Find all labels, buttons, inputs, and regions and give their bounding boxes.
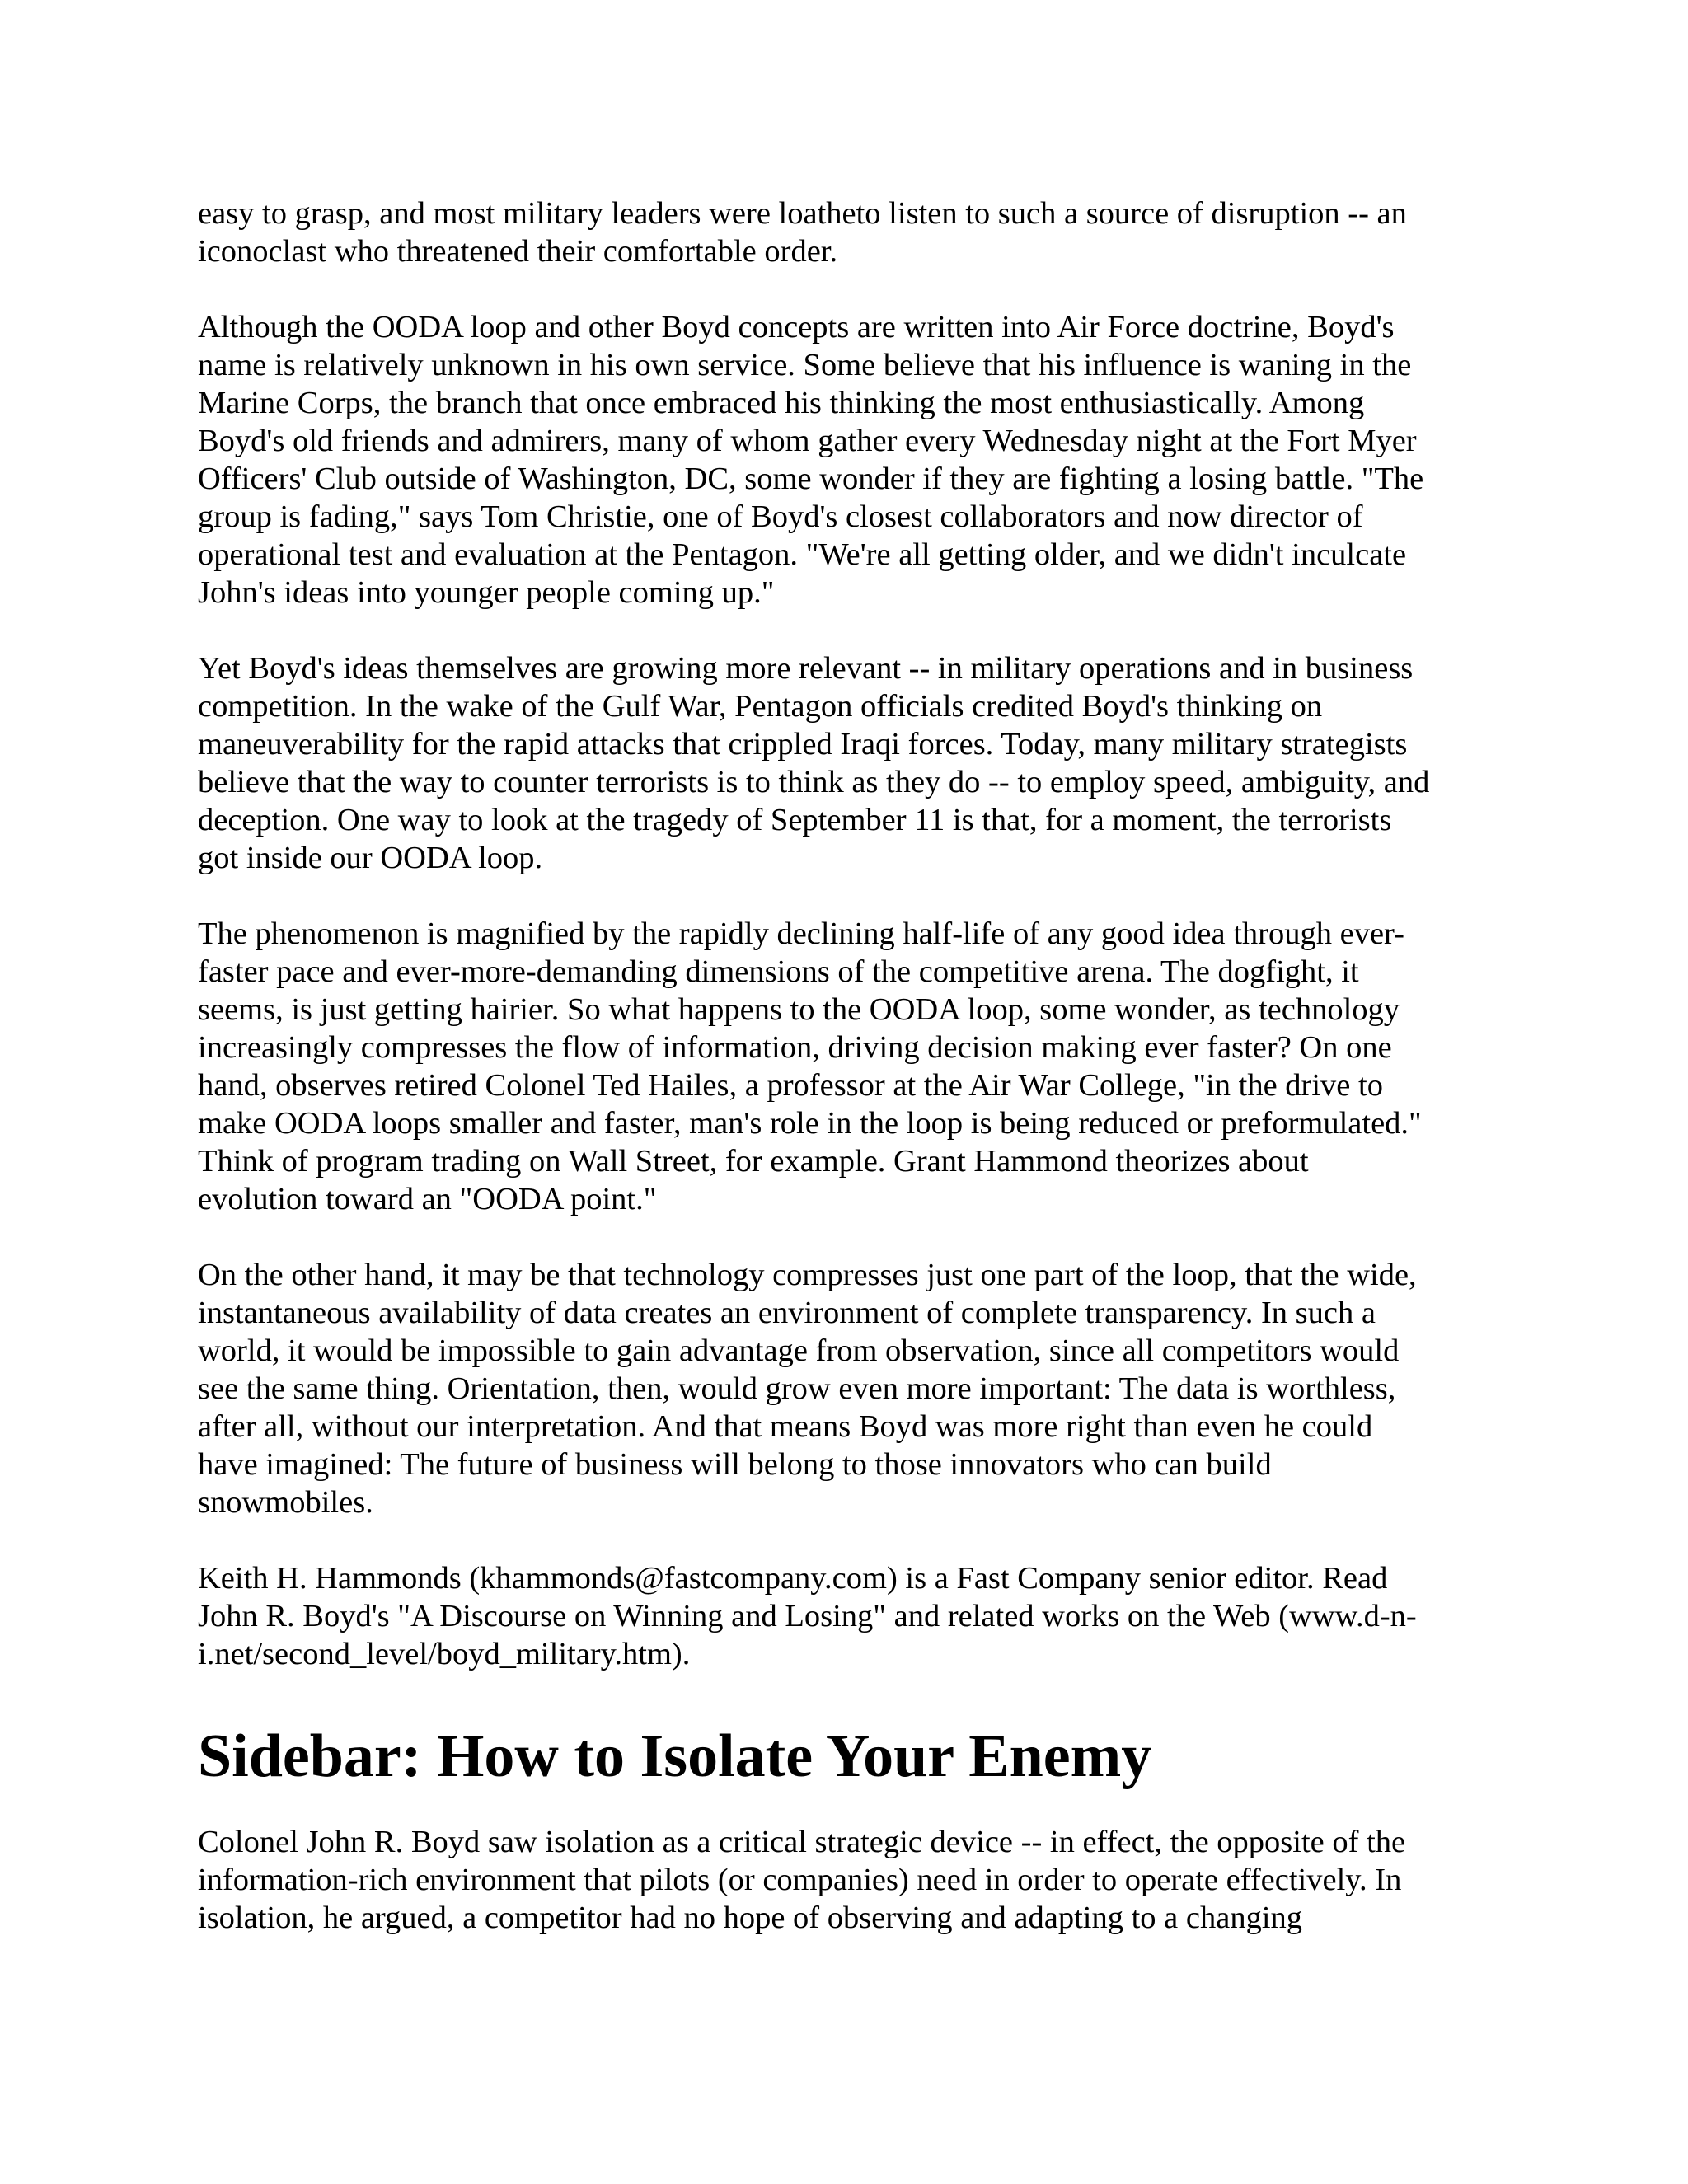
paragraph [198,915,1517,1218]
text-line: Marine Corps, the branch that once embraced his thinking the most enthusiastically. Among [198,386,1365,420]
text-line: name is relatively unknown in his own service. Some believe that his influence is waning in the [198,348,1412,382]
text-line: easy to grasp, and most military leaders were loatheto listen to such a source of disruption -- an [198,196,1407,231]
sidebar-body [198,1823,1517,1937]
text-line: i.net/second_level/boyd_military.htm). [198,1637,691,1671]
text-line: faster pace and ever-more-demanding dimensions of the competitive arena. The dogfight, it [198,954,1359,989]
text-line: seems, is just getting hairier. So what happens to the OODA loop, some wonder, as technology [198,992,1400,1027]
text-line: Although the OODA loop and other Boyd concepts are written into Air Force doctrine, Boyd's [198,310,1395,344]
text-line: On the other hand, it may be that technology compresses just one part of the loop, that the wide, [198,1258,1417,1292]
paragraph [198,1559,1517,1673]
text-line: maneuverability for the rapid attacks that crippled Iraqi forces. Today, many military strategists [198,727,1408,762]
text-line: Yet Boyd's ideas themselves are growing more relevant -- in military operations and in business [198,651,1414,686]
text-line: make OODA loops smaller and faster, man's role in the loop is being reduced or preformulated." [198,1106,1422,1141]
text-line: instantaneous availability of data creates an environment of complete transparency. In such a [198,1296,1376,1330]
text-line: information-rich environment that pilots (or companies) need in order to operate effectively. In [198,1863,1402,1897]
text-line: after all, without our interpretation. And that means Boyd was more right than even he could [198,1409,1373,1444]
document-page [198,194,1517,1975]
paragraph [198,194,1517,270]
text-line: hand, observes retired Colonel Ted Hailes, a professor at the Air War College, "in the drive to [198,1068,1383,1103]
text-line: The phenomenon is magnified by the rapidly declining half-life of any good idea through ever- [198,916,1404,951]
text-line: group is fading," says Tom Christie, one of Boyd's closest collaborators and now director of [198,499,1363,534]
text-line: increasingly compresses the flow of information, driving decision making ever faster? On one [198,1030,1392,1065]
text-line: Officers' Club outside of Washington, DC, some wonder if they are fighting a losing battle. "The [198,462,1424,496]
paragraph [198,1256,1517,1521]
text-line: competition. In the wake of the Gulf War, Pentagon officials credited Boyd's thinking on [198,689,1323,724]
text-line: Keith H. Hammonds (khammonds@fastcompany.com) is a Fast Company senior editor. Read [198,1561,1388,1596]
paragraph [198,308,1517,612]
text-line: Think of program trading on Wall Street, for example. Grant Hammond theorizes about [198,1144,1309,1179]
text-line: operational test and evaluation at the Pentagon. "We're all getting older, and we didn't inculcate [198,537,1407,572]
text-line: world, it would be impossible to gain advantage from observation, since all competitors would [198,1333,1400,1368]
text-line: John's ideas into younger people coming up." [198,575,775,610]
article-body [198,194,1517,1673]
text-line: believe that the way to counter terrorists is to think as they do -- to employ speed, ambiguity, and [198,765,1430,799]
paragraph [198,649,1517,877]
paragraph [198,1823,1517,1937]
text-line: iconoclast who threatened their comfortable order. [198,234,838,269]
text-line: have imagined: The future of business will belong to those innovators who can build [198,1447,1272,1482]
text-line: Colonel John R. Boyd saw isolation as a critical strategic device -- in effect, the opposite of the [198,1825,1406,1859]
text-line: John R. Boyd's "A Discourse on Winning and Losing" and related works on the Web (www.d-n- [198,1599,1417,1633]
text-line: evolution toward an "OODA point." [198,1182,657,1216]
text-line: snowmobiles. [198,1485,373,1520]
text-line: got inside our OODA loop. [198,841,543,875]
text-line: isolation, he argued, a competitor had no hope of observing and adapting to a changing [198,1900,1303,1935]
sidebar-heading: Sidebar: How to Isolate Your Enemy [198,1722,1152,1790]
text-line: Boyd's old friends and admirers, many of whom gather every Wednesday night at the Fort Myer [198,424,1417,458]
text-line: see the same thing. Orientation, then, would grow even more important: The data is worthless, [198,1371,1396,1406]
text-line: deception. One way to look at the tragedy of September 11 is that, for a moment, the terrorists [198,803,1392,837]
